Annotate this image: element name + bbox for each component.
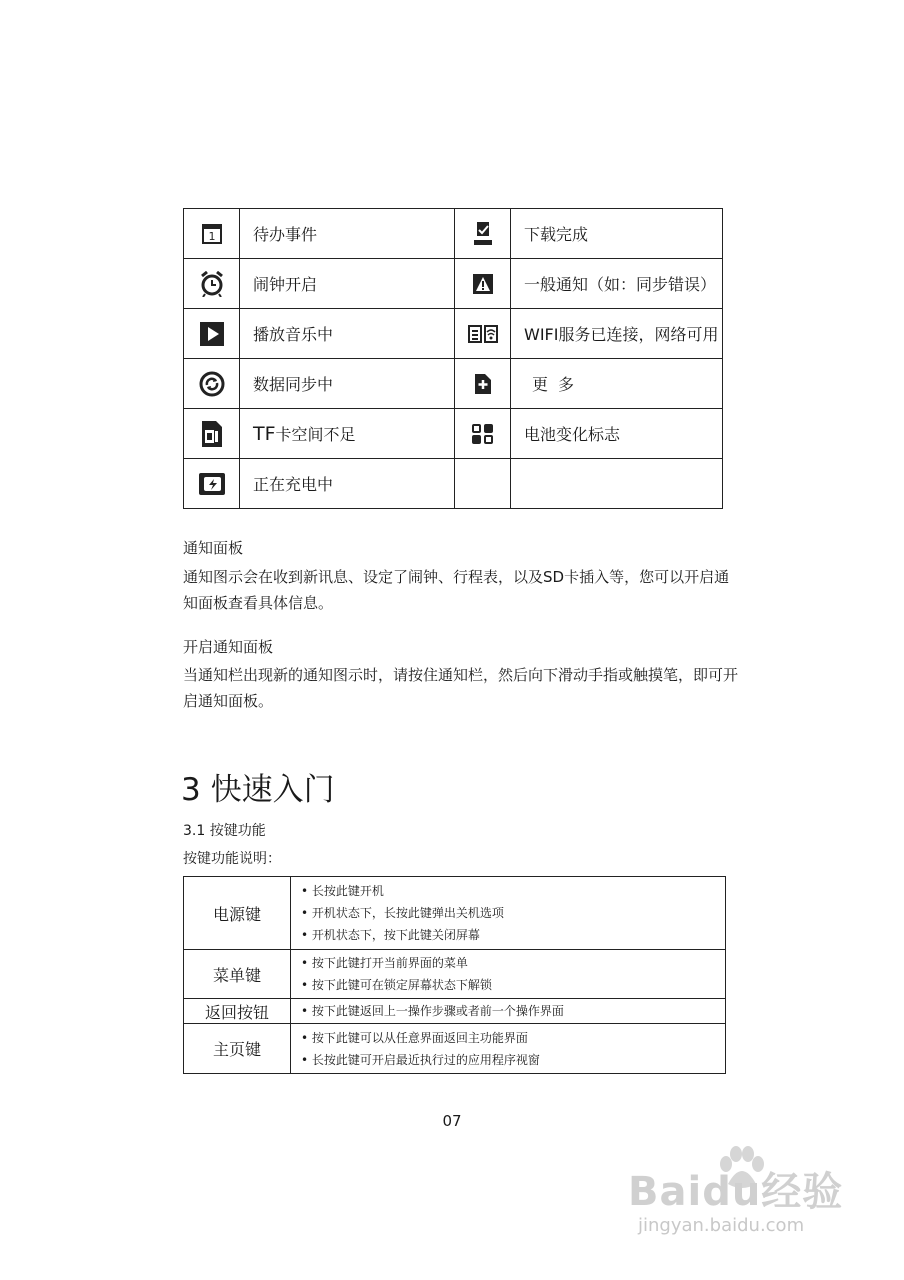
wifi-icon	[455, 309, 511, 359]
key-desc-item: • 开机状态下，按下此键关闭屏幕	[301, 924, 725, 946]
key-name-menu: 菜单键	[184, 950, 291, 999]
charging-icon	[184, 459, 240, 509]
baidu-watermark	[628, 1140, 858, 1250]
key-desc-home	[291, 1024, 726, 1074]
watermark-logo: Baidu经验	[628, 1169, 844, 1215]
open-panel-text: 当通知栏出现新的通知图示时，请按住通知栏，然后向下滑动手指或触摸笔，即可开启通知面板。	[183, 666, 739, 710]
section-description: 按键功能说明：	[183, 851, 281, 867]
alarm-clock-icon	[184, 259, 240, 309]
key-desc-back	[291, 999, 726, 1024]
svg-text:1: 1	[208, 229, 215, 243]
label-charging: 正在充电中	[240, 459, 455, 509]
label-general-notification: 一般通知（如：同步错误）	[511, 259, 723, 309]
label-more: 更多	[511, 359, 723, 409]
label-playing-music: 播放音乐中	[240, 309, 455, 359]
chapter-title: 3 快速入门	[181, 772, 335, 808]
open-panel-heading: 开启通知面板	[183, 638, 274, 656]
tf-card-icon	[184, 409, 240, 459]
key-desc-item: • 按下此键返回上一操作步骤或者前一个操作界面	[301, 1000, 725, 1022]
key-name-home: 主页键	[184, 1024, 291, 1074]
key-name-back: 返回按钮	[184, 999, 291, 1024]
label-alarm-on: 闹钟开启	[240, 259, 455, 309]
key-desc-item: • 按下此键打开当前界面的菜单	[301, 952, 725, 974]
label-data-syncing: 数据同步中	[240, 359, 455, 409]
label-battery-change: 电池变化标志	[511, 409, 723, 459]
calendar-icon	[184, 209, 240, 259]
label-download-complete: 下载完成	[511, 209, 723, 259]
empty-label-cell	[511, 459, 723, 509]
empty-icon-cell	[455, 459, 511, 509]
download-complete-icon	[455, 209, 511, 259]
more-icon	[455, 359, 511, 409]
warning-icon	[455, 259, 511, 309]
key-desc-item: • 按下此键可在锁定屏幕状态下解锁	[301, 974, 725, 996]
key-desc-power	[291, 877, 726, 950]
key-desc-item: • 开机状态下，长按此键弹出关机选项	[301, 902, 725, 924]
section-heading: 3.1 按键功能	[183, 823, 266, 839]
notification-panel-text: 通知图示会在收到新讯息、设定了闹钟、行程表，以及SD卡插入等，您可以开启通知面板查看具体信息。	[183, 568, 730, 612]
label-todo-event: 待办事件	[240, 209, 455, 259]
play-icon	[184, 309, 240, 359]
status-icon-table	[183, 208, 723, 509]
sync-icon	[184, 359, 240, 409]
battery-change-icon	[455, 409, 511, 459]
label-tf-card-low: TF卡空间不足	[240, 409, 455, 459]
key-desc-item: • 按下此键可以从任意界面返回主功能界面	[301, 1027, 725, 1049]
label-wifi-connected: WIFI服务已连接，网络可用	[511, 309, 723, 359]
key-desc-menu	[291, 950, 726, 999]
key-desc-item: • 长按此键开机	[301, 880, 725, 902]
watermark-url: jingyan.baidu.com	[638, 1215, 805, 1236]
key-name-power: 电源键	[184, 877, 291, 950]
notification-panel-heading: 通知面板	[183, 539, 244, 557]
key-function-table	[183, 876, 726, 1074]
key-desc-item: • 长按此键可开启最近执行过的应用程序视窗	[301, 1049, 725, 1071]
page-number: 07	[442, 1112, 462, 1130]
